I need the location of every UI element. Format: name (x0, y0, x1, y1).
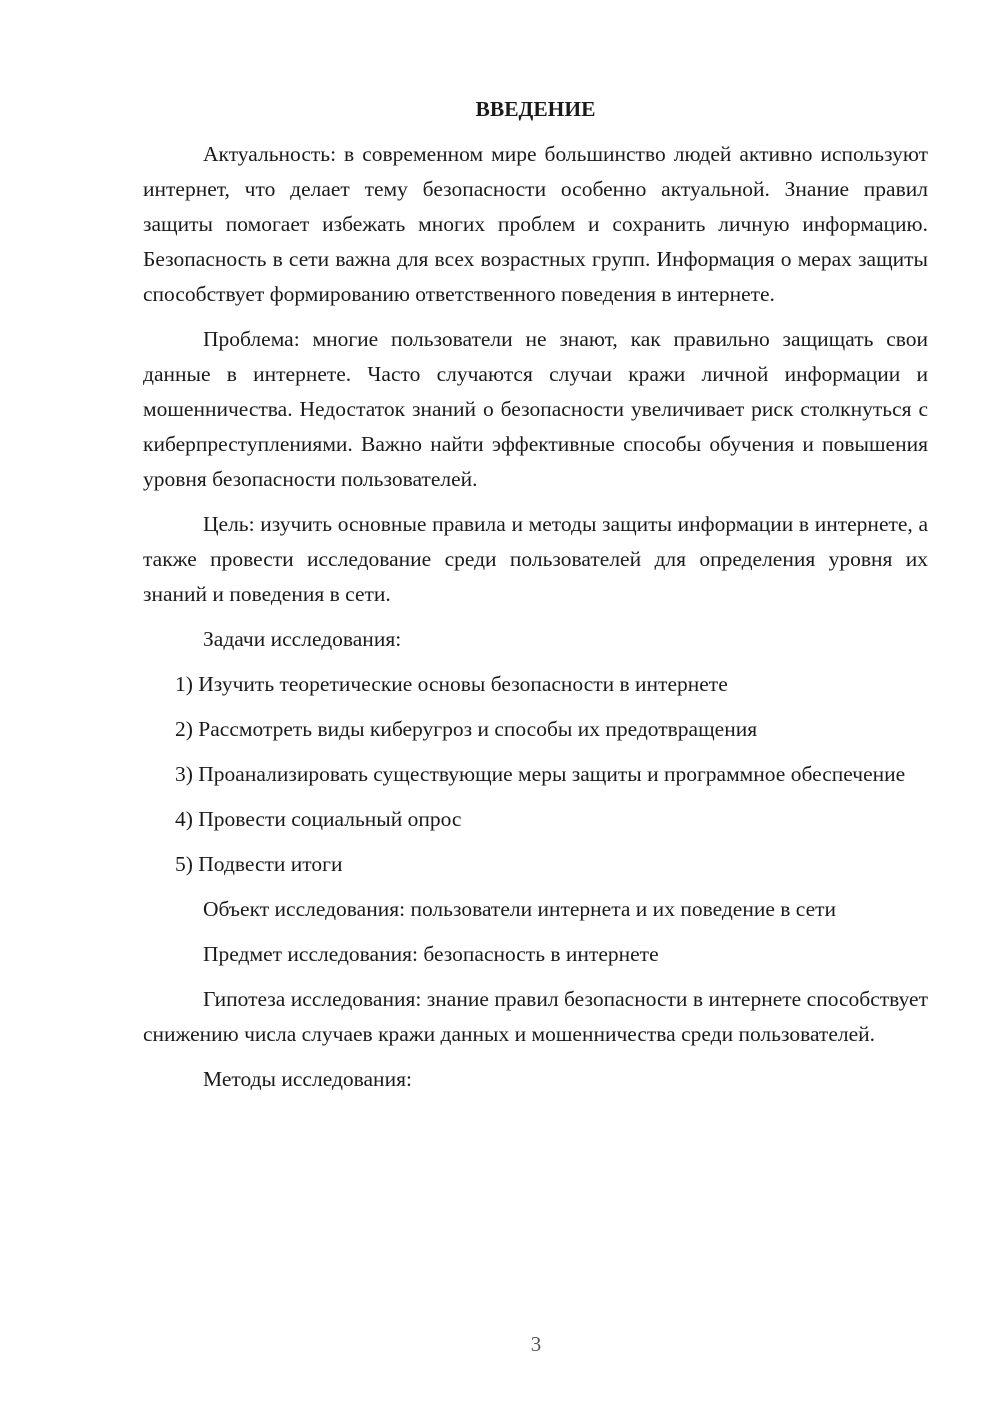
goal-paragraph: Цель: изучить основные правила и методы защиты информации в интернете, а также провести исследование среди пользователей для определения уровня их знаний и поведения в сети. (143, 512, 928, 606)
methods-title: Методы исследования: (203, 1067, 412, 1091)
list-item: 3) Проанализировать существующие меры защиты и программное обеспечение (175, 762, 906, 786)
subject-paragraph: Предмет исследования: безопасность в интернете (203, 942, 659, 966)
hypothesis-paragraph: Гипотеза исследования: знание правил безопасности в интернете способствует снижению числа случаев кражи данных и мошенничества среди пользователей. (143, 987, 928, 1046)
list-item: 2) Рассмотреть виды киберугроз и способы их предотвращения (175, 717, 758, 741)
page-number: 3 (530, 1332, 542, 1356)
relevance-paragraph: Актуальность: в современном мире большинство людей активно используют интернет, что делает тему безопасности особенно актуальной. Знание правил защиты помогает избежать многих проблем и сохранить личную информацию. Безопасность в сети важна для всех возрастных групп. Информация о мерах защиты способствует формированию ответственного поведения в интернете. (143, 142, 928, 306)
list-item: 5) Подвести итоги (175, 852, 343, 876)
list-item: 1) Изучить теоретические основы безопасности в интернете (175, 672, 728, 696)
section-heading: ВВЕДЕНИЕ (475, 97, 596, 121)
tasks-list (143, 667, 928, 882)
object-paragraph: Объект исследования: пользователи интернета и их поведение в сети (203, 897, 837, 921)
document-page (143, 92, 928, 1107)
list-item: 4) Провести социальный опрос (175, 807, 462, 831)
tasks-title: Задачи исследования: (203, 627, 402, 651)
problem-paragraph: Проблема: многие пользователи не знают, как правильно защищать свои данные в интернете. Часто случаются случаи кражи личной информации и мошенничества. Недостаток знаний о безопасности увеличивает риск столкнуться с киберпреступлениями. Важно найти эффективные способы обучения и повышения уровня безопасности пользователей. (143, 327, 928, 491)
